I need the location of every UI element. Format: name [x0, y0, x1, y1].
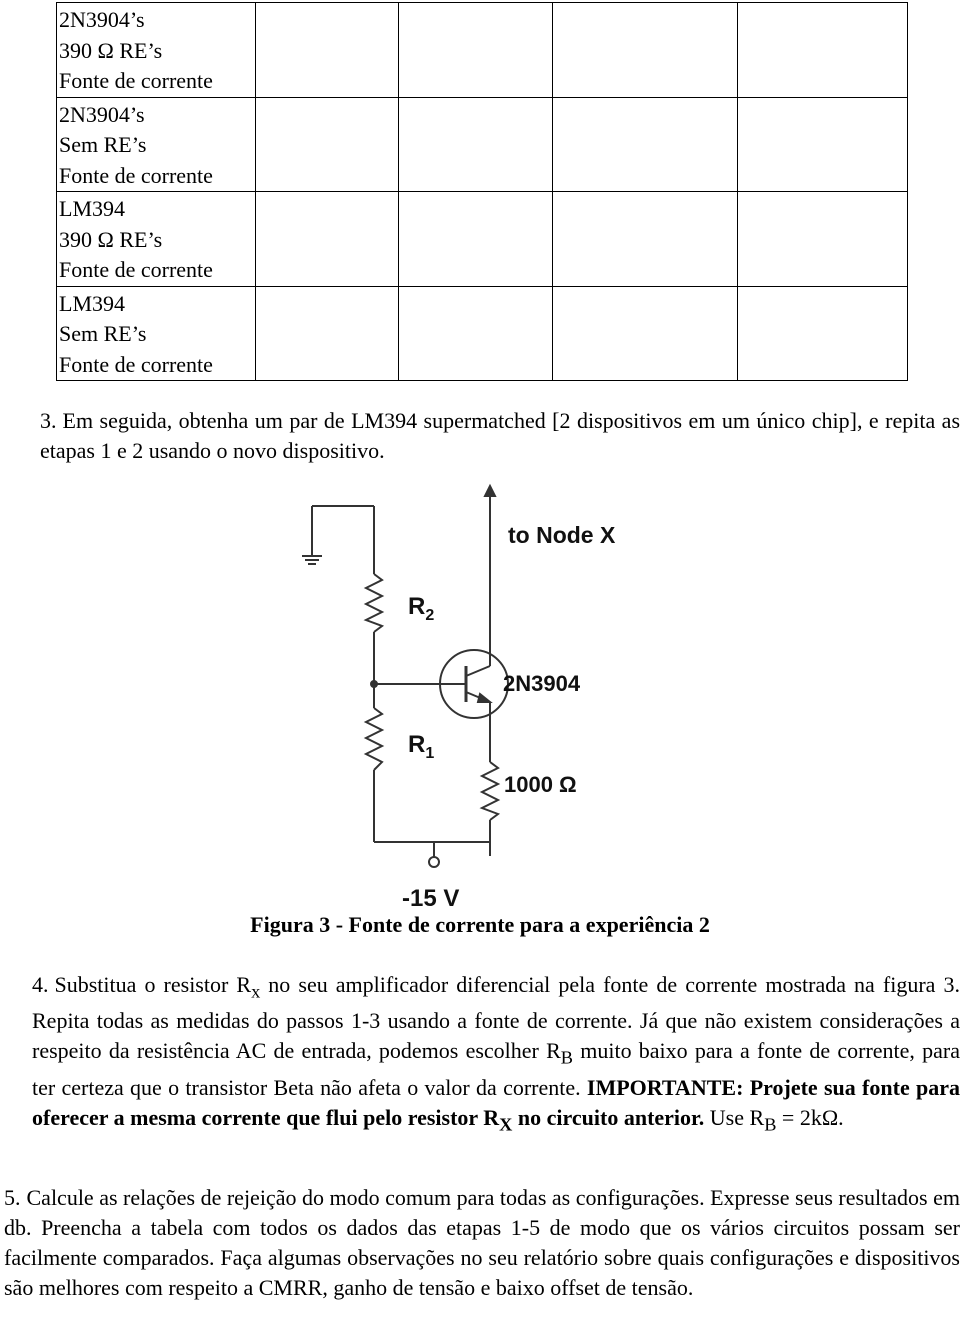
supply-terminal — [429, 857, 439, 867]
table-cell — [399, 192, 553, 287]
step-4-paragraph — [32, 970, 960, 1139]
supply-label: -15 V — [402, 885, 460, 912]
transistor-collector-leg — [466, 666, 490, 676]
step-number: 3. — [40, 408, 57, 433]
r1-label-main: R — [408, 731, 426, 758]
table-cell — [256, 192, 399, 287]
label-line: Sem RE’s — [59, 132, 147, 157]
table-row-label — [57, 3, 256, 98]
table-cell — [738, 97, 908, 192]
emitter-arrow-icon — [478, 694, 490, 702]
label-line: 390 Ω RE’s — [59, 37, 163, 63]
label-line: Fonte de corrente — [59, 68, 213, 93]
table-row — [57, 286, 908, 381]
resistor-value-label: 1000 Ω — [504, 772, 577, 797]
label-line: Fonte de corrente — [59, 351, 213, 377]
step-5-paragraph — [4, 1183, 960, 1303]
r2-label-sub: 2 — [425, 607, 435, 624]
step-text: Use R — [704, 1104, 765, 1130]
important-note-end: no circuito anterior. — [512, 1104, 705, 1130]
table-row-label — [57, 97, 256, 192]
subscript: B — [764, 1114, 777, 1135]
table-cell — [553, 192, 738, 287]
step-text: no seu amplificador diferencial pela fonte de corrente mostrada na figura 3. Repita todas as medidas do passos 1-3 usando a fonte de corrente. Já que não existem considerações a respeito da resistência AC de entrada, podemos escolher R — [32, 972, 960, 1064]
label-line: LM394 — [59, 196, 125, 221]
step-text: muito baixo para a fonte de corrente, para ter certeza que o transistor Beta não afeta o valor da corrente. — [32, 1038, 960, 1100]
table-cell — [399, 97, 553, 192]
step-text: Substitua o resistor R — [54, 972, 252, 997]
r1-label-sub: 1 — [425, 745, 435, 762]
table-row-label — [57, 286, 256, 381]
subscript: X — [499, 1114, 513, 1135]
step-text: Calcule as relações de rejeição do modo comum para todas as configurações. Expresse seus resultados em db. Preencha a tabela com todos os dados das etapas 1-5 de modo que os vários circuitos possam ser facilmente comparados. Faça algumas observações no seu relatório sobre quais configurações e dispositivos são melhores com respeito a CMRR, ganho de tensão e baixo offset de tensão. — [4, 1185, 960, 1300]
r2-resistor — [366, 574, 382, 632]
table-cell — [256, 97, 399, 192]
label-line: Sem RE’s — [59, 321, 147, 346]
figure-caption: Figura 3 - Fonte de corrente para a experiência 2 — [250, 912, 710, 937]
step-text: Em seguida, obtenha um par de LM394 supermatched [2 dispositivos em um único chip], e repita as etapas 1 e 2 usando o novo dispositivo. — [40, 408, 960, 463]
table-cell — [553, 97, 738, 192]
subscript: x — [251, 981, 261, 1002]
label-line: LM394 — [59, 290, 125, 316]
table-cell — [738, 192, 908, 287]
r2-label — [408, 593, 434, 624]
table-row — [57, 3, 908, 98]
table-cell — [399, 3, 553, 98]
table-cell — [738, 3, 908, 98]
emitter-resistor — [482, 762, 498, 820]
ground-icon — [302, 556, 322, 564]
label-line: 390 Ω RE’s — [59, 226, 163, 252]
table-cell — [553, 3, 738, 98]
label-line: 2N3904’s — [59, 7, 145, 32]
transistor-label: 2N3904 — [503, 671, 581, 696]
subscript: B — [560, 1047, 574, 1068]
step-3-paragraph — [40, 406, 960, 466]
step-number: 4. — [32, 972, 49, 997]
label-line: Fonte de corrente — [59, 162, 213, 188]
step-text: = 2kΩ. — [776, 1104, 844, 1130]
table-cell — [256, 3, 399, 98]
label-line: Fonte de corrente — [59, 257, 213, 282]
table-cell — [738, 286, 908, 381]
table-cell — [399, 286, 553, 381]
r1-resistor — [366, 708, 382, 770]
r1-label — [408, 731, 434, 762]
table-row — [57, 97, 908, 192]
table-row-label — [57, 192, 256, 287]
table-cell — [256, 286, 399, 381]
step-number: 5. — [4, 1185, 21, 1210]
table-cell — [553, 286, 738, 381]
results-table — [56, 2, 908, 381]
arrow-up-icon — [485, 486, 495, 496]
current-source-schematic — [290, 480, 670, 912]
r2-label-main: R — [408, 593, 426, 620]
table-row — [57, 192, 908, 287]
important-note: IMPORTANTE: Projete sua fonte para oferecer a mesma corrente que flui pelo resistor R — [32, 1074, 960, 1130]
node-x-label: to Node X — [508, 522, 616, 548]
label-line: 2N3904’s — [59, 101, 145, 127]
